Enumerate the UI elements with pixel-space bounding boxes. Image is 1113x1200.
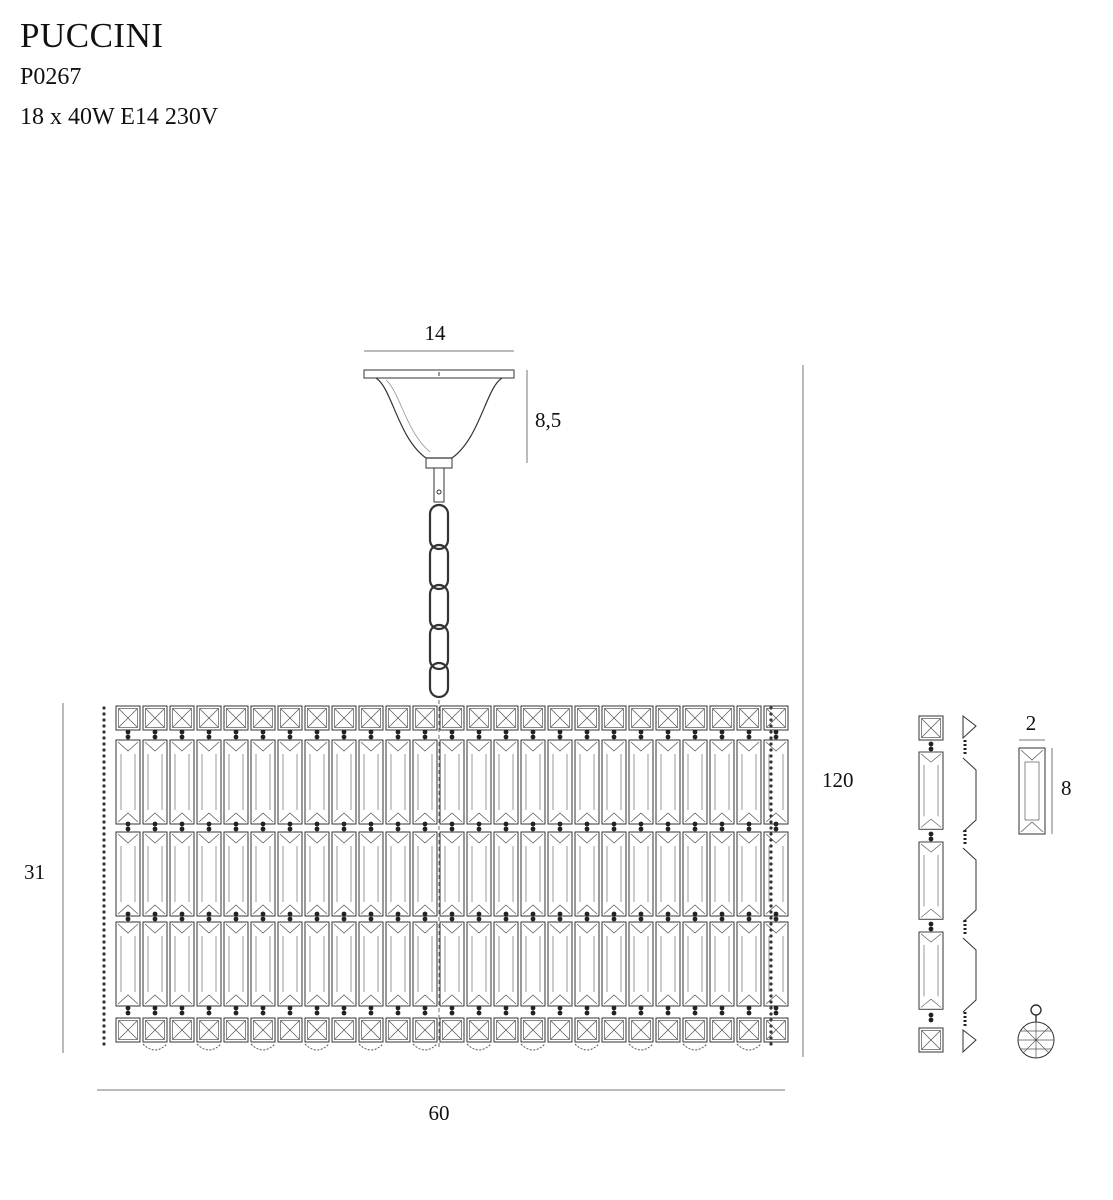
dim-body-height: 31 xyxy=(24,860,45,884)
crystal-prism-icon xyxy=(1019,748,1045,834)
crystal-ball-pendant-icon xyxy=(1018,1005,1054,1058)
chandelier-front-view-icon xyxy=(102,370,788,1050)
canopy-icon xyxy=(364,370,514,468)
dim-body-width: 60 xyxy=(428,1101,450,1125)
crystal-strip-front-icon xyxy=(919,716,943,1052)
crystal-strip-side-icon xyxy=(963,716,976,1052)
dim-canopy-width: 14 xyxy=(424,321,446,345)
dim-canopy-height: 8,5 xyxy=(535,408,562,432)
chain-icon xyxy=(430,468,448,697)
dim-crystal-height: 8 xyxy=(1061,776,1072,800)
dim-crystal-width: 2 xyxy=(1025,711,1037,735)
crystal-body-icon xyxy=(102,706,788,1050)
product-spec: 18 x 40W E14 230V xyxy=(20,104,219,130)
product-code: P0267 xyxy=(20,64,82,90)
dim-total-height: 120 xyxy=(822,768,854,792)
product-title: PUCCINI xyxy=(20,16,164,55)
